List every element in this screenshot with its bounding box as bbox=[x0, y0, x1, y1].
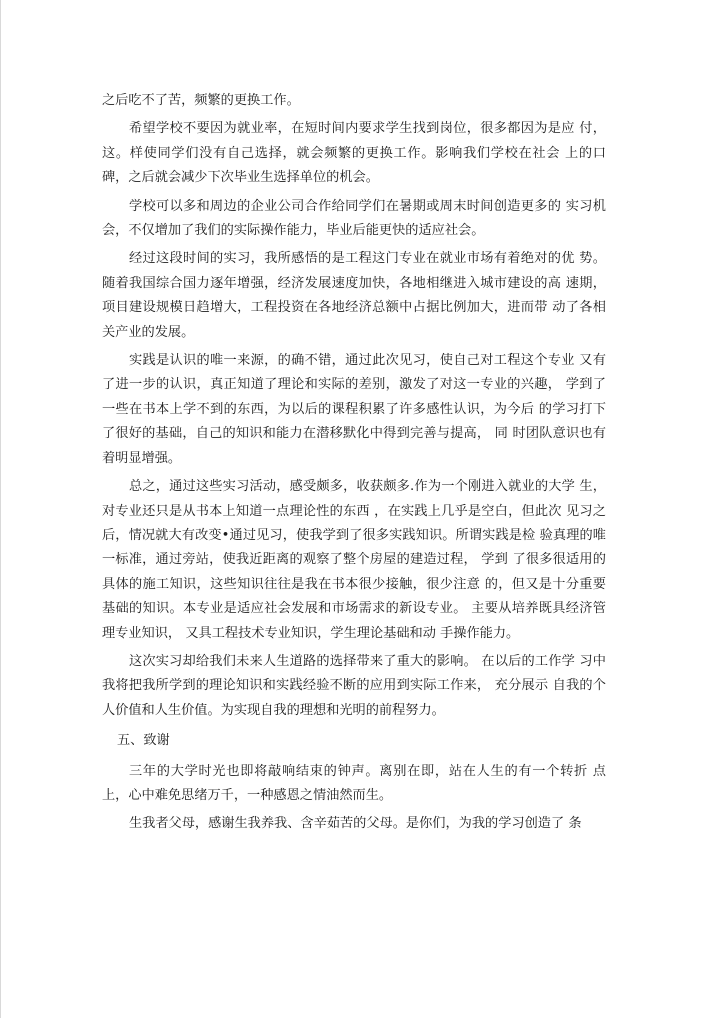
paragraph-summary: 总之，通过这些实习活动，感受颇多，收获颇多.作为一个刚进入就业的大学 生，对专业还只是从书本上知道一点理论性的东西 ，在实践上几乎是空白，但此次 见习之后，情况就大有改变•通过见习，使我学到了很多实践知识。所谓实践是检 验真理的唯一标准，通过旁站，使我近距离的观察了整个房屋的建造过程， 学到 了很多很适用的具体的施工知识，这些知识往往是我在书本很少接触，很少注意 的，但又是十分重要基础的知识。本专业是适应社会发展和市场需求的新设专业。 主要从培养既具经济管理专业知识， 又具工程技术专业知识，学生理论基础和动 手操作能力。 bbox=[102, 479, 606, 641]
paragraph-future-impact: 这次实习却给我们未来人生道路的选择带来了重大的影响。 在以后的工作学 习中我将把我所学到的理论知识和实践经验不断的应用到实际工作来， 充分展示 自我的个人价值和人生价值。为实现自我的理想和光明的前程努力。 bbox=[102, 653, 606, 718]
paragraph-continuation: 之后吃不了苦，频繁的更换工作。 bbox=[102, 93, 300, 108]
section-heading-acknowledgements: 五、致谢 bbox=[117, 733, 170, 749]
paragraph-engineering-advantage: 经过这段时间的实习，我所感悟的是工程这门专业在就业市场有着绝对的优 势。随着我国综合国力逐年增强，经济发展速度加快，各地相继进入城市建设的高 速期，项目建设规模日趋增大，工程投资在各地经济总额中占据比例加大，进而带 动了各相关产业的发展。 bbox=[102, 251, 606, 340]
paragraph-thanks-parents: 生我者父母，感谢生我养我、含辛茹苦的父母。是你们，为我的学习创造了 条 bbox=[129, 816, 582, 832]
paragraph-college-time: 三年的大学时光也即将敲响结束的钟声。离别在即，站在人生的有一个转折 点上，心中难免思绪万千，一种感恩之情油然而生。 bbox=[102, 763, 606, 803]
paragraph-practice-knowledge: 实践是认识的唯一来源，的确不错，通过此次见习，使自己对工程这个专业 又有了进一步的认识，真正知道了理论和实际的差别，激发了对这一专业的兴趣， 学到了一些在书本上学不到的东西，为以后的课程积累了许多感性认识，为今后 的学习打下了很好的基础，自己的知识和能力在潜移默化中得到完善与提高， 同 时团队意识也有着明显增强。 bbox=[102, 353, 606, 466]
paragraph-school-employment: 希望学校不要因为就业率，在短时间内要求学生找到岗位，很多都因为是应 付，这。样使同学们没有自己选择，就会频繁的更换工作。影响我们学校在社会 上的口碑，之后就会减少下次毕业生选择单位的机会。 bbox=[102, 121, 606, 186]
paragraph-internship-cooperation: 学校可以多和周边的企业公司合作给同学们在暑期或周末时间创造更多的 实习机会，不仅增加了我们的实际操作能力，毕业后能更快的适应社会。 bbox=[102, 198, 606, 239]
page-edge-line bbox=[0, 0, 1, 1018]
